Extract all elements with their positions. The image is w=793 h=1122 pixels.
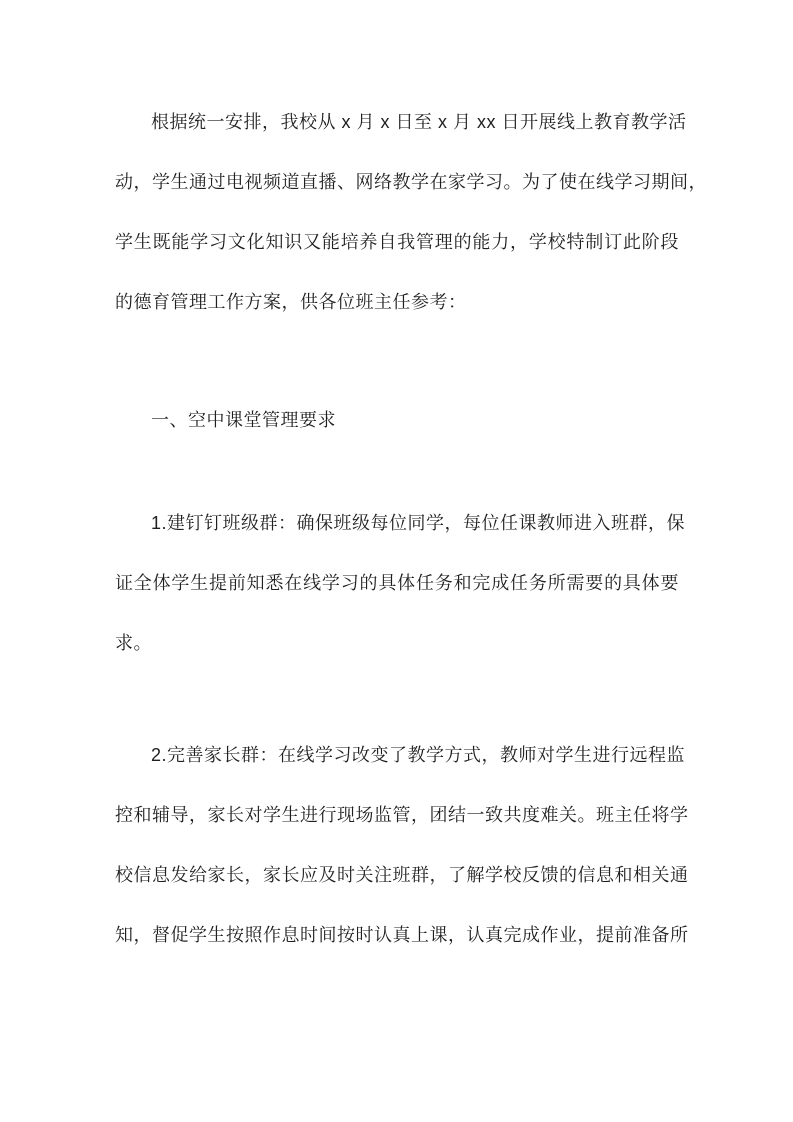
text-line: 根据统一安排，我校从 x 月 x 日至 x 月 xx 日开展线上教育教学活 xyxy=(151,112,687,132)
text-line: 求。 xyxy=(115,633,152,653)
text-line: 知，督促学生按照作息时间按时认真上课，认真完成作业，提前准备所 xyxy=(115,925,689,945)
text-line: 学生既能学习文化知识又能培养自我管理的能力，学校特制订此阶段 xyxy=(115,232,679,252)
text-line: 校信息发给家长，家长应及时关注班群，了解学校反馈的信息和相关通 xyxy=(115,865,689,885)
paragraph-item-1 xyxy=(115,493,686,673)
text-line: 2.完善家长群：在线学习改变了教学方式，教师对学生进行远程监 xyxy=(151,745,686,765)
paragraph-intro xyxy=(115,92,707,332)
section-heading xyxy=(115,390,679,450)
document-content xyxy=(115,92,707,965)
text-line: 的德育管理工作方案，供各位班主任参考： xyxy=(115,292,467,312)
paragraph-item-2 xyxy=(115,725,689,965)
heading-text: 一、空中课堂管理要求 xyxy=(151,410,336,430)
text-line: 证全体学生提前知悉在线学习的具体任务和完成任务所需要的具体要 xyxy=(115,573,679,593)
text-line: 控和辅导，家长对学生进行现场监管，团结一致共度难关。班主任将学 xyxy=(115,805,689,825)
text-line: 1.建钉钉班级群：确保班级每位同学，每位任课教师进入班群，保 xyxy=(151,513,686,533)
text-line: 动，学生通过电视频道直播、网络教学在家学习。为了使在线学习期间， xyxy=(115,172,707,192)
